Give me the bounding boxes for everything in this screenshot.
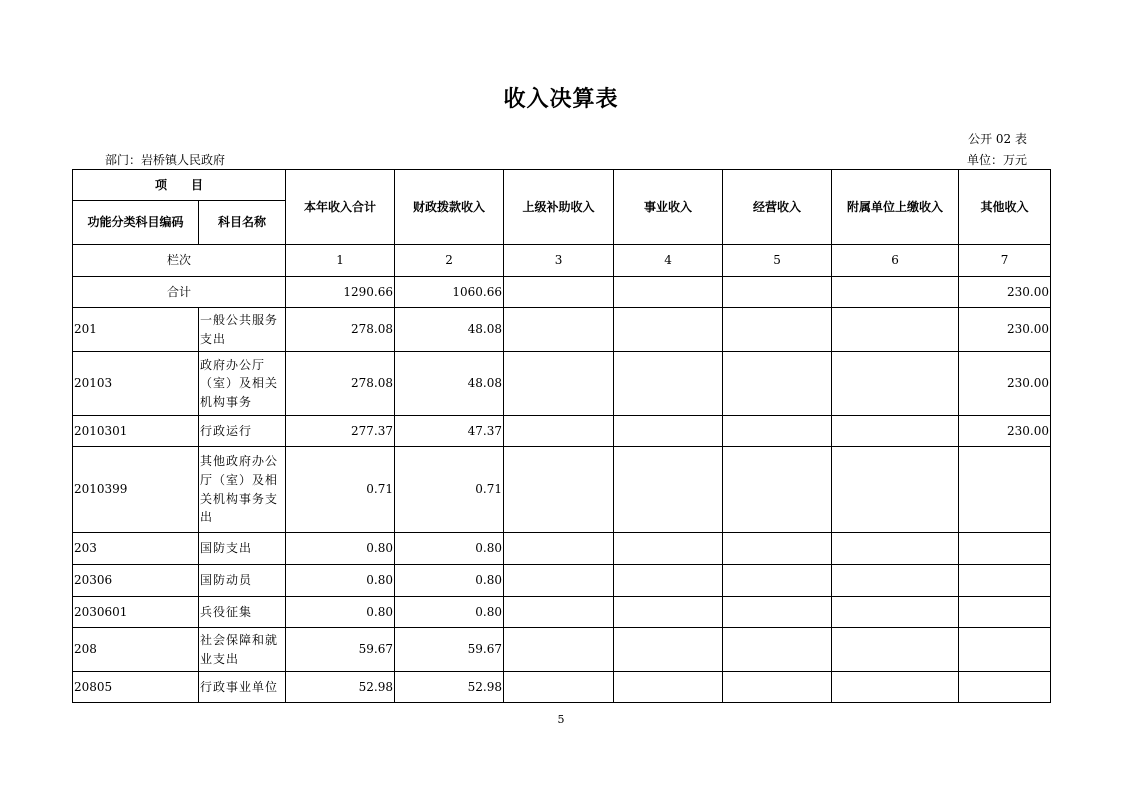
row-value xyxy=(614,352,723,416)
row-value xyxy=(614,628,723,672)
total-value: 1290.66 xyxy=(286,277,395,308)
row-name: 国防支出 xyxy=(199,533,286,565)
row-value xyxy=(504,447,614,533)
row-value: 230.00 xyxy=(959,352,1051,416)
table-row xyxy=(73,352,1051,416)
row-name: 兵役征集 xyxy=(199,597,286,628)
row-code: 2030601 xyxy=(73,597,199,628)
row-name: 一般公共服务支出 xyxy=(199,308,286,352)
row-value: 230.00 xyxy=(959,308,1051,352)
row-code: 203 xyxy=(73,533,199,565)
row-value xyxy=(614,672,723,703)
row-value xyxy=(832,416,959,447)
row-value: 0.80 xyxy=(286,533,395,565)
row-value: 278.08 xyxy=(286,308,395,352)
table-row xyxy=(73,565,1051,597)
row-value xyxy=(832,672,959,703)
col-index-cell: 2 xyxy=(395,245,504,277)
row-value xyxy=(614,597,723,628)
total-value xyxy=(723,277,832,308)
row-value xyxy=(504,672,614,703)
row-value: 59.67 xyxy=(286,628,395,672)
header-row-1 xyxy=(73,170,1051,201)
table-row xyxy=(73,597,1051,628)
header-name: 科目名称 xyxy=(199,201,286,245)
row-value xyxy=(832,628,959,672)
row-code: 201 xyxy=(73,308,199,352)
row-value xyxy=(832,352,959,416)
department-label: 部门：岩桥镇人民政府 xyxy=(105,153,226,167)
row-value: 52.98 xyxy=(286,672,395,703)
table-row xyxy=(73,672,1051,703)
row-value xyxy=(614,308,723,352)
table-row xyxy=(73,416,1051,447)
row-value: 0.80 xyxy=(286,597,395,628)
row-code: 20103 xyxy=(73,352,199,416)
header-col-3: 上级补助收入 xyxy=(504,170,614,245)
row-code: 20306 xyxy=(73,565,199,597)
row-value xyxy=(723,352,832,416)
row-value xyxy=(959,447,1051,533)
row-value xyxy=(959,533,1051,565)
row-name: 行政事业单位 xyxy=(199,672,286,703)
header-code: 功能分类科目编码 xyxy=(73,201,199,245)
row-value xyxy=(614,533,723,565)
table-row xyxy=(73,628,1051,672)
row-value xyxy=(504,533,614,565)
row-name: 国防动员 xyxy=(199,565,286,597)
row-value xyxy=(723,672,832,703)
row-value xyxy=(832,447,959,533)
row-code: 2010399 xyxy=(73,447,199,533)
row-value xyxy=(504,416,614,447)
total-value xyxy=(614,277,723,308)
table-row xyxy=(73,308,1051,352)
col-index-label: 栏次 xyxy=(73,245,286,277)
row-code: 208 xyxy=(73,628,199,672)
col-index-cell: 4 xyxy=(614,245,723,277)
row-value: 48.08 xyxy=(395,352,504,416)
row-code: 2010301 xyxy=(73,416,199,447)
row-value xyxy=(723,447,832,533)
col-index-cell: 3 xyxy=(504,245,614,277)
row-value: 0.71 xyxy=(286,447,395,533)
row-value xyxy=(504,308,614,352)
row-value xyxy=(832,565,959,597)
header-col-7: 其他收入 xyxy=(959,170,1051,245)
row-value xyxy=(959,672,1051,703)
header-col-4: 事业收入 xyxy=(614,170,723,245)
total-value xyxy=(832,277,959,308)
row-value xyxy=(723,628,832,672)
col-index-cell: 6 xyxy=(832,245,959,277)
row-name: 行政运行 xyxy=(199,416,286,447)
row-value: 0.80 xyxy=(395,533,504,565)
row-code: 20805 xyxy=(73,672,199,703)
page-title: 收入决算表 xyxy=(503,87,619,112)
row-value xyxy=(832,533,959,565)
row-value xyxy=(723,308,832,352)
row-value xyxy=(614,565,723,597)
total-row xyxy=(73,277,1051,308)
header-col-1: 本年收入合计 xyxy=(286,170,395,245)
row-value: 230.00 xyxy=(959,416,1051,447)
col-index-cell: 7 xyxy=(959,245,1051,277)
table-row xyxy=(73,447,1051,533)
row-value: 277.37 xyxy=(286,416,395,447)
row-value: 278.08 xyxy=(286,352,395,416)
row-value xyxy=(504,597,614,628)
row-value: 0.80 xyxy=(395,565,504,597)
header-col-2: 财政拨款收入 xyxy=(395,170,504,245)
header-col-6: 附属单位上缴收入 xyxy=(832,170,959,245)
unit-label: 单位：万元 xyxy=(966,153,1027,167)
row-value: 59.67 xyxy=(395,628,504,672)
row-value xyxy=(614,447,723,533)
table-row xyxy=(73,533,1051,565)
col-index-cell: 1 xyxy=(286,245,395,277)
total-value: 1060.66 xyxy=(395,277,504,308)
row-value xyxy=(504,565,614,597)
form-number: 公开 02 表 xyxy=(968,132,1027,146)
row-value: 0.80 xyxy=(395,597,504,628)
row-value xyxy=(723,533,832,565)
col-index-cell: 5 xyxy=(723,245,832,277)
header-item: 项 目 xyxy=(73,170,286,201)
total-label: 合计 xyxy=(73,277,286,308)
row-value: 0.80 xyxy=(286,565,395,597)
row-value xyxy=(832,597,959,628)
row-value xyxy=(614,416,723,447)
row-value xyxy=(959,565,1051,597)
row-value xyxy=(504,352,614,416)
row-value xyxy=(959,597,1051,628)
header-col-5: 经营收入 xyxy=(723,170,832,245)
row-value: 47.37 xyxy=(395,416,504,447)
row-value xyxy=(723,565,832,597)
page-number: 5 xyxy=(557,713,565,726)
row-name: 政府办公厅（室）及相关机构事务 xyxy=(199,352,286,416)
row-value xyxy=(504,628,614,672)
total-value: 230.00 xyxy=(959,277,1051,308)
row-value: 0.71 xyxy=(395,447,504,533)
row-value: 52.98 xyxy=(395,672,504,703)
row-value xyxy=(723,416,832,447)
row-value xyxy=(723,597,832,628)
row-value xyxy=(959,628,1051,672)
row-value: 48.08 xyxy=(395,308,504,352)
income-table xyxy=(72,169,1051,703)
row-name: 其他政府办公厅（室）及相关机构事务支出 xyxy=(199,447,286,533)
col-index-row xyxy=(73,245,1051,277)
row-name: 社会保障和就业支出 xyxy=(199,628,286,672)
total-value xyxy=(504,277,614,308)
row-value xyxy=(832,308,959,352)
